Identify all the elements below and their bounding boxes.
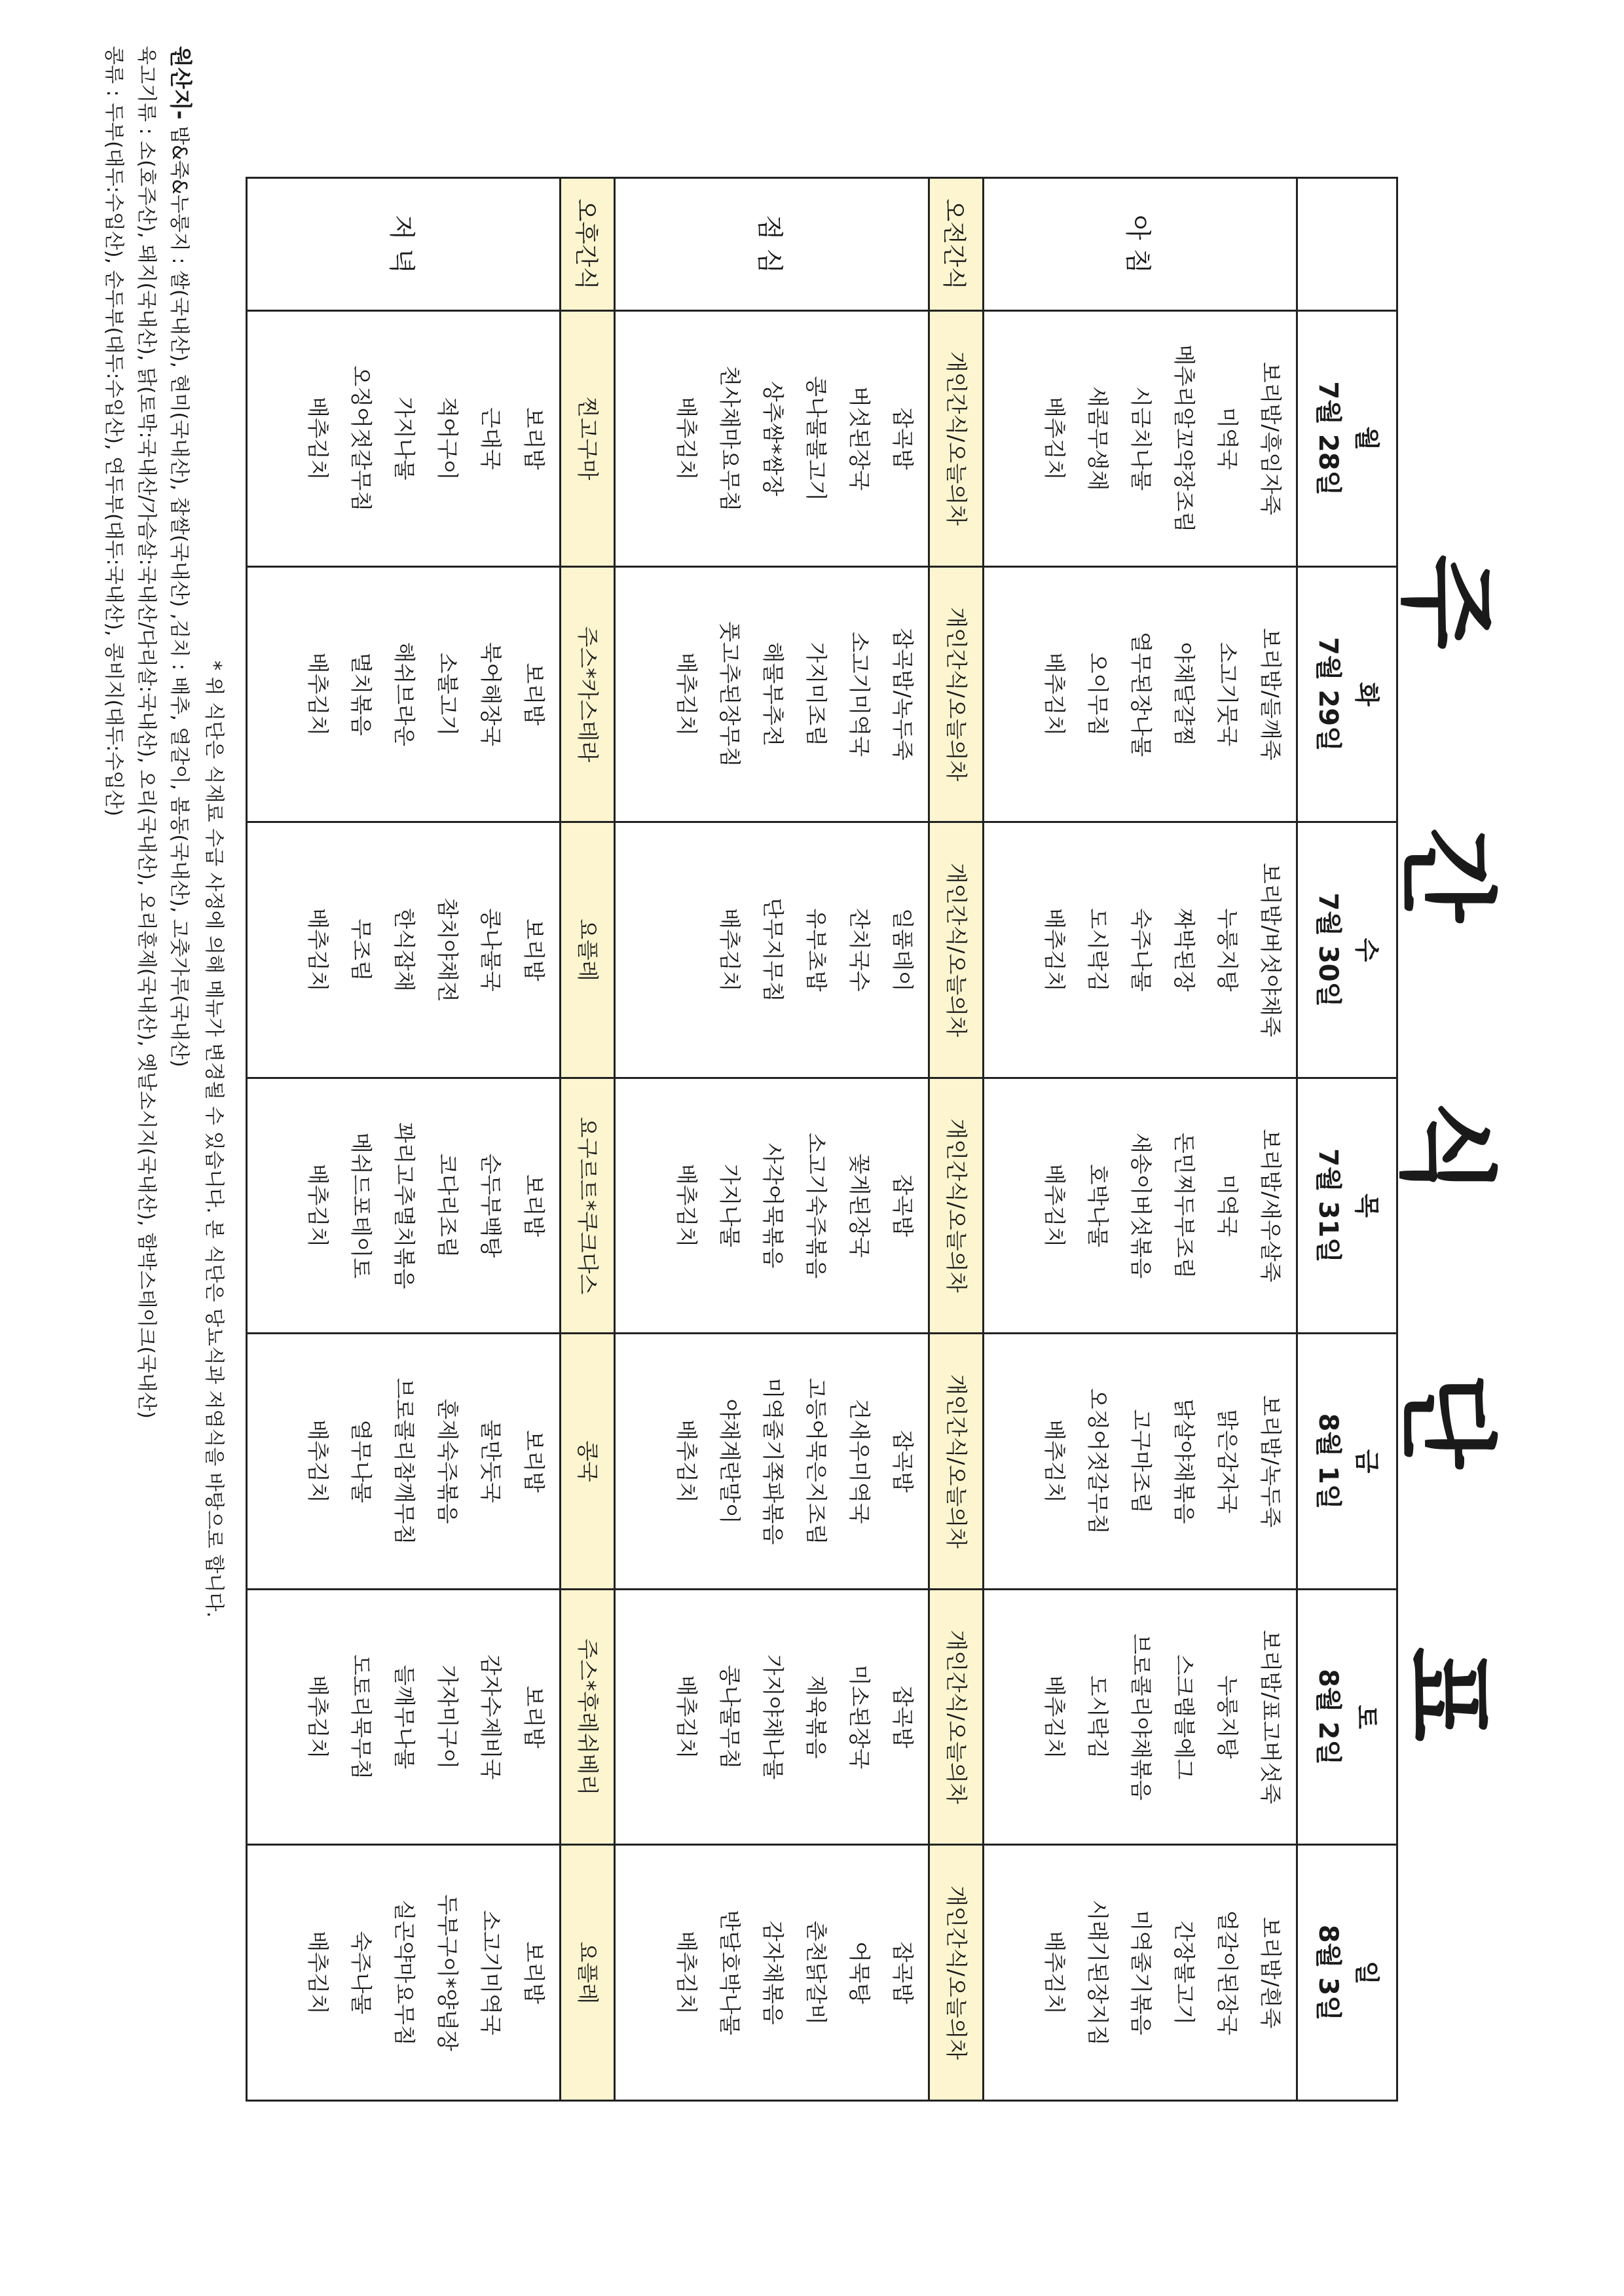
- snack-cell: 요플레: [561, 822, 615, 1078]
- day-header: [1297, 311, 1397, 567]
- dish-item: 잡곡밥: [889, 407, 915, 470]
- dish-item: 보리밥: [521, 663, 547, 726]
- dish-item: 두부구이*양념장: [435, 1894, 461, 2052]
- day-header: [1297, 566, 1397, 822]
- dish-item: 가지나물: [392, 397, 418, 481]
- origin-line-1: [162, 46, 196, 2272]
- row-label-am-snack: 오전간식: [929, 178, 983, 311]
- dish-list: [1033, 1590, 1296, 1844]
- day-header: [1297, 1334, 1397, 1590]
- dish-item: 물만둣국: [478, 1419, 504, 1503]
- dish-item: 보리밥/들깨죽: [1258, 628, 1283, 761]
- dish-list: [1033, 1079, 1296, 1333]
- dish-item: 배추김치: [673, 652, 699, 737]
- dish-item: 얼갈이된장국: [1215, 1910, 1240, 2035]
- dish-item: 잡곡밥/녹두죽: [889, 628, 915, 761]
- dish-item: 짜박된장: [1172, 908, 1197, 992]
- dish-item: 반달호박나물: [716, 1910, 743, 2035]
- dish-item: 한식잡채: [392, 908, 418, 992]
- dish-item: 배추김치: [673, 1675, 699, 1759]
- dish-list: [665, 312, 928, 566]
- dish-item: 소고기뭇국: [1215, 642, 1240, 747]
- dish-item: 배추김치: [305, 1931, 331, 2014]
- meal-cell: [983, 1845, 1297, 2101]
- dish-item: 미역줄기볶음: [1128, 1910, 1154, 2035]
- dish-item: 가지나물: [716, 1163, 743, 1248]
- dish-item: 보리밥/녹두죽: [1258, 1394, 1283, 1528]
- meal-cell: [247, 1589, 561, 1845]
- origin-info: [97, 46, 196, 2272]
- dish-item: 소고기미역국: [846, 631, 872, 757]
- dish-item: 실곤약마요무침: [392, 1899, 418, 2046]
- dish-item: 배추김치: [305, 908, 331, 992]
- day-name: 월: [1352, 426, 1381, 451]
- dish-item: 닭살야채볶음: [1172, 1398, 1197, 1524]
- day-name: 화: [1352, 682, 1381, 706]
- dish-item: 콩나물국: [478, 908, 504, 992]
- weekly-menu-table: [246, 177, 1398, 2102]
- dish-item: 배추김치: [716, 908, 743, 992]
- meal-cell: [247, 1845, 561, 2101]
- dish-item: 미소된장국: [846, 1664, 872, 1770]
- origin-rice-kimchi: 밥&죽&누룽지 : 쌀(국내산), 현미(국내산), 찹쌀(국내산) ,김치 : 배추, 열갈이, 봄동(국내산), 고춧가루(국내산): [168, 126, 191, 1068]
- dish-list: [708, 823, 928, 1077]
- dish-item: 배추김치: [673, 1931, 699, 2014]
- dish-item: 배추김치: [1042, 1675, 1067, 1759]
- dish-item: 사각어묵볶음: [760, 1142, 786, 1269]
- meal-cell: [983, 1334, 1297, 1590]
- dish-item: 단무지무침: [760, 898, 786, 1002]
- dish-list: [296, 823, 559, 1077]
- dish-item: 건새우미역국: [846, 1398, 872, 1524]
- dish-item: 꽃게된장국: [846, 1153, 872, 1258]
- dish-item: 유부초밥: [803, 908, 829, 992]
- dish-item: 순두부백탕: [478, 1153, 504, 1258]
- dish-list: [296, 312, 559, 566]
- dish-item: 브로콜리참깨무침: [392, 1377, 418, 1545]
- dish-item: 천사채마요무침: [716, 365, 743, 512]
- dish-item: 보리밥: [521, 1685, 547, 1749]
- meal-cell: [615, 311, 929, 567]
- dish-item: 도토리묵무침: [348, 1654, 375, 1780]
- dish-item: 어묵탕: [846, 1941, 872, 2004]
- dish-item: 잡곡밥: [889, 1941, 915, 2004]
- dish-item: 배추김치: [673, 397, 699, 481]
- dish-item: 훈제숙주볶음: [435, 1398, 461, 1524]
- dish-item: 해쉬브라운: [392, 642, 418, 747]
- day-name: 수: [1352, 938, 1381, 962]
- meal-cell: [247, 1334, 561, 1590]
- origin-lead: 원산지-: [167, 46, 193, 120]
- dish-item: 춘천닭갈비: [803, 1920, 829, 2025]
- dish-item: 오이무침: [1085, 652, 1111, 737]
- page-title: 주 간 식 단 표: [1389, 554, 1503, 1814]
- day-name: 토: [1352, 1705, 1381, 1729]
- lunch-row: [615, 178, 929, 2101]
- dish-item: 배추김치: [673, 1419, 699, 1503]
- am-snack-row: [929, 178, 983, 2101]
- meal-cell: [247, 566, 561, 822]
- dish-item: 누룽지탕: [1215, 908, 1240, 992]
- day-header-row: [1297, 178, 1397, 2101]
- dish-item: 야채계란말이: [716, 1398, 743, 1524]
- day-header: [1297, 1078, 1397, 1334]
- dish-item: 배추김치: [1042, 1419, 1067, 1503]
- meal-cell: [615, 566, 929, 822]
- dish-item: 브로콜리야채볶음: [1128, 1633, 1154, 1801]
- meal-cell: [615, 822, 929, 1078]
- dish-item: 감자수제비국: [478, 1654, 504, 1780]
- meal-cell: [615, 1078, 929, 1334]
- dish-item: 무조림: [348, 919, 375, 981]
- dish-item: 배추김치: [1042, 1931, 1067, 2014]
- dish-list: [296, 1846, 559, 2100]
- dish-item: 상추쌈*쌈장: [760, 380, 786, 496]
- snack-cell: 콩국: [561, 1334, 615, 1590]
- dish-item: 배추김치: [1042, 1163, 1067, 1248]
- dish-item: 가자미구이: [435, 1664, 461, 1770]
- dish-item: 보리밥/새우살죽: [1258, 1129, 1283, 1283]
- day-date: 8월 3일: [1313, 1924, 1343, 2021]
- dish-item: 시금치나물: [1128, 386, 1154, 491]
- meal-cell: [983, 311, 1297, 567]
- dish-item: 배추김치: [673, 1163, 699, 1248]
- row-label-breakfast: 아 침: [983, 178, 1297, 311]
- dish-item: 보리밥/흑임자죽: [1258, 361, 1283, 515]
- pm-snack-row: [561, 178, 615, 2101]
- snack-cell: 개인간식/오늘의차: [929, 1334, 983, 1590]
- dish-item: 꽈리고추멸치볶음: [392, 1121, 418, 1289]
- dish-item: 감자채볶음: [760, 1920, 786, 2025]
- dish-list: [665, 1079, 928, 1333]
- dish-item: 미역국: [1215, 407, 1240, 470]
- dish-item: 배추김치: [305, 1163, 331, 1248]
- dish-list: [665, 1846, 928, 2100]
- dish-list: [296, 568, 559, 822]
- snack-cell: 개인간식/오늘의차: [929, 1078, 983, 1334]
- dish-item: 배추김치: [305, 1675, 331, 1759]
- dish-item: 숙주나물: [348, 1931, 375, 2014]
- dish-item: 오징어젓갈무침: [1085, 1388, 1111, 1535]
- day-header: [1297, 1845, 1397, 2101]
- dish-item: 열무나물: [348, 1419, 375, 1503]
- dish-item: 해물부추전: [760, 642, 786, 747]
- snack-cell: 찐고구마: [561, 311, 615, 567]
- meal-cell: [983, 566, 1297, 822]
- day-date: 8월 1일: [1313, 1413, 1343, 1510]
- dish-item: 새송이버섯볶음: [1128, 1132, 1154, 1279]
- dish-list: [665, 1590, 928, 1844]
- snack-cell: 개인간식/오늘의차: [929, 1589, 983, 1845]
- meal-cell: [615, 1845, 929, 2101]
- meal-cell: [983, 822, 1297, 1078]
- dinner-row: [247, 178, 561, 2101]
- day-date: 7월 31일: [1313, 1148, 1343, 1263]
- dish-item: 숙주나물: [1128, 908, 1154, 992]
- origin-line-3: 콩류 : 두부(대두:수입산), 순두부(대두:수입산), 연두부(대두:국내산), 콩비지(대두:수입산): [102, 46, 125, 816]
- dish-list: [665, 568, 928, 822]
- dish-item: 잡곡밥: [889, 1685, 915, 1749]
- dish-item: 소고기숙주볶음: [803, 1132, 829, 1279]
- dish-item: 소불고기: [435, 652, 461, 737]
- dish-item: 잡곡밥: [889, 1430, 915, 1493]
- dish-item: 맑은감자국: [1215, 1409, 1240, 1514]
- meal-cell: [247, 311, 561, 567]
- dish-item: 적어구이: [435, 397, 461, 481]
- dish-list: [1033, 312, 1296, 566]
- dish-item: 메쉬드포테이토: [348, 1132, 375, 1279]
- meal-cell: [615, 1334, 929, 1590]
- dish-list: [665, 1334, 928, 1588]
- dish-item: 배추김치: [1042, 397, 1067, 481]
- snack-cell: 개인간식/오늘의차: [929, 566, 983, 822]
- meal-cell: [983, 1078, 1297, 1334]
- snack-cell: 주스*후레쉬베리: [561, 1589, 615, 1845]
- day-header: [1297, 822, 1397, 1078]
- meal-cell: [983, 1589, 1297, 1845]
- dish-item: 누룽지탕: [1215, 1675, 1240, 1759]
- snack-cell: 개인간식/오늘의차: [929, 822, 983, 1078]
- dish-item: 배추김치: [1042, 908, 1067, 992]
- dish-item: 배추김치: [1042, 652, 1067, 737]
- dish-item: 새콤무생채: [1085, 386, 1111, 491]
- dish-item: 보리밥/버섯야채죽: [1258, 862, 1283, 1037]
- meal-cell: [247, 1078, 561, 1334]
- dish-item: 가지미조림: [803, 642, 829, 747]
- dish-item: 시래기된장지짐: [1085, 1899, 1111, 2046]
- dish-item: 미역국: [1215, 1174, 1240, 1237]
- dish-item: 열무된장나물: [1128, 631, 1154, 757]
- dish-item: 잡곡밥: [889, 1174, 915, 1237]
- dish-item: 버섯된장국: [846, 386, 872, 491]
- dish-item: 보리밥: [521, 1174, 547, 1237]
- dish-item: 보리밥/표고버섯죽: [1258, 1630, 1283, 1804]
- dish-item: 참치야채전: [435, 898, 461, 1002]
- dish-item: 보리밥: [521, 919, 547, 981]
- dish-item: 간장불고기: [1172, 1920, 1197, 2025]
- dish-item: 콩나물무침: [716, 1664, 743, 1770]
- dish-item: 보리밥: [521, 1430, 547, 1493]
- dish-list: [1033, 823, 1296, 1077]
- dish-item: 소고기미역국: [478, 1910, 504, 2035]
- dish-item: 보리밥/흰죽: [1258, 1916, 1283, 2029]
- dish-item: 야채달걀찜: [1172, 642, 1197, 747]
- dish-item: 일품데이: [889, 908, 915, 992]
- row-label-pm-snack: 오후간식: [561, 178, 615, 311]
- dish-item: 호박나물: [1085, 1163, 1111, 1248]
- day-date: 8월 2일: [1313, 1669, 1343, 1766]
- dish-item: 코다리조림: [435, 1153, 461, 1258]
- meal-cell: [247, 822, 561, 1078]
- row-label-dinner: 저 녁: [247, 178, 561, 311]
- dish-item: 보리밥: [521, 1941, 547, 2004]
- dish-item: 배추김치: [305, 652, 331, 737]
- snack-cell: 주스*카스테라: [561, 566, 615, 822]
- dish-item: 배추김치: [305, 397, 331, 481]
- day-name: 목: [1352, 1194, 1381, 1218]
- dish-item: 스크램블에그: [1172, 1654, 1197, 1780]
- dish-list: [1033, 568, 1296, 822]
- dish-item: 들깨무나물: [392, 1664, 418, 1770]
- dish-item: 도시락김: [1085, 1675, 1111, 1759]
- dish-item: 미역줄기쪽파볶음: [760, 1377, 786, 1545]
- day-name: 금: [1352, 1449, 1381, 1474]
- origin-line-2: 육고기류 : 소(호주산), 돼지(국내산), 닭(토막:국내산/가슴살:국내산/다리살:국내산), 오리(국내산), 오리훈제(국내산), 옛날소시지(국내산), 함박스테이크(국내산): [135, 46, 158, 1419]
- day-name: 일: [1352, 1960, 1381, 1985]
- dish-item: 가지야채나물: [760, 1654, 786, 1780]
- dish-item: 북어해장국: [478, 642, 504, 747]
- dish-list: [1033, 1334, 1296, 1588]
- dish-list: [296, 1334, 559, 1588]
- dish-list: [296, 1079, 559, 1333]
- day-header: [1297, 1589, 1397, 1845]
- dish-item: 오징어젓갈무침: [348, 365, 375, 512]
- dish-item: 보리밥: [521, 407, 547, 470]
- corner-cell: [1297, 178, 1397, 311]
- dish-item: 고구마조림: [1128, 1409, 1154, 1514]
- dish-item: 도시락김: [1085, 908, 1111, 992]
- dish-item: 돈민찌두부조림: [1172, 1132, 1197, 1279]
- day-date: 7월 28일: [1313, 381, 1343, 496]
- meal-cell: [615, 1589, 929, 1845]
- snack-cell: 요구르트*쿠크다스: [561, 1078, 615, 1334]
- dish-item: 멸치볶음: [348, 652, 375, 737]
- day-date: 7월 29일: [1313, 636, 1343, 752]
- dish-item: 제육볶음: [803, 1675, 829, 1759]
- dish-item: 배추김치: [305, 1419, 331, 1503]
- snack-cell: 개인간식/오늘의차: [929, 311, 983, 567]
- dish-item: 근대국: [478, 407, 504, 470]
- breakfast-row: [983, 178, 1297, 2101]
- dish-item: 잔치국수: [846, 908, 872, 992]
- dish-list: [296, 1590, 559, 1844]
- snack-cell: 개인간식/오늘의차: [929, 1845, 983, 2101]
- dish-item: 고등어묵은지조림: [803, 1377, 829, 1545]
- menu-footnote: * 위 식단은 식재료 수급 사정에 의해 메뉴가 변경될 수 있습니다. 본 식단은 당뇨식과 저염식을 바탕으로 합니다.: [202, 661, 225, 1618]
- dish-item: 콩나물불고기: [803, 376, 829, 501]
- dish-list: [1033, 1846, 1296, 2100]
- day-date: 7월 30일: [1313, 892, 1343, 1008]
- dish-item: 풋고추된장무침: [716, 621, 743, 767]
- row-label-lunch: 점 심: [615, 178, 929, 311]
- dish-item: 메추리알꼬약장조림: [1172, 344, 1197, 533]
- snack-cell: 요플레: [561, 1845, 615, 2101]
